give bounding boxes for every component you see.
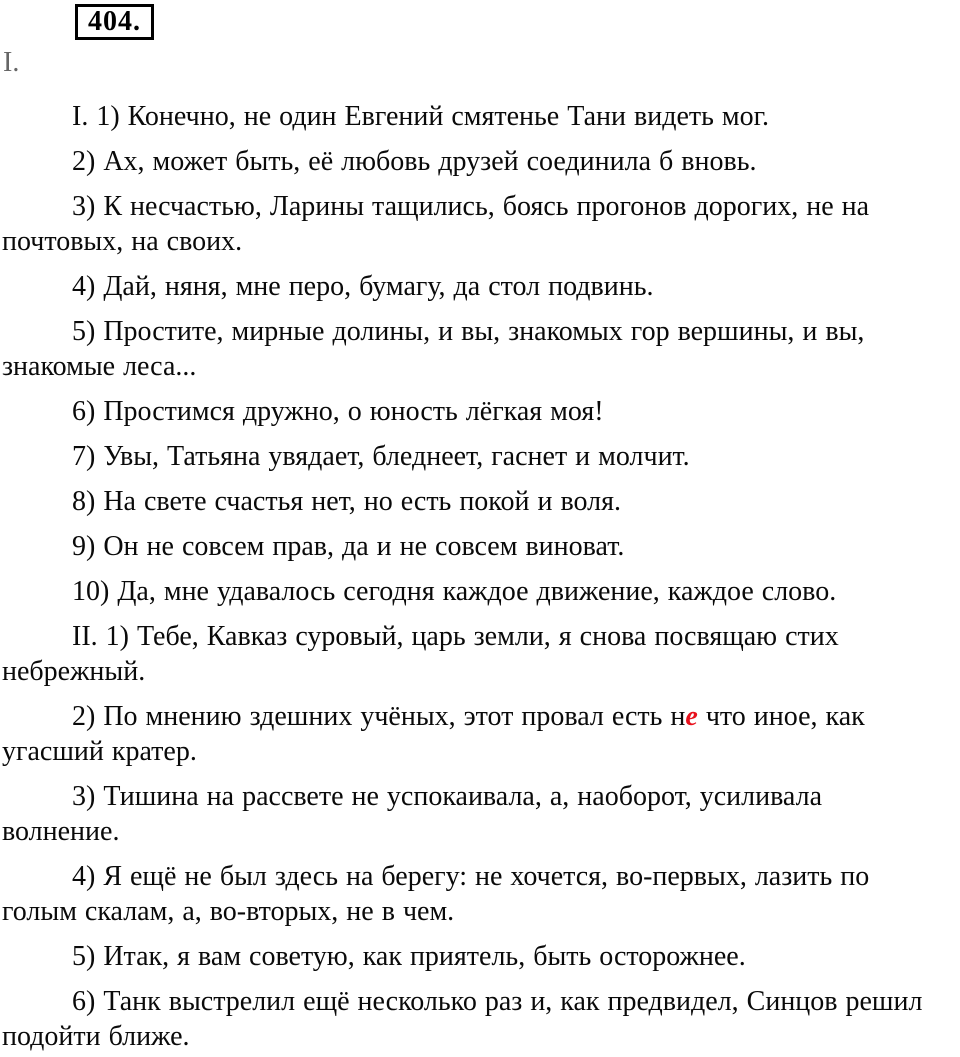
exercise-number-box (75, 4, 154, 40)
sentence-ii-3: 3) Тишина на рассвете не успокаивала, а, наоборот, усиливала волнение. (2, 781, 822, 847)
sentence-ii-6: 6) Танк выстрелил ещё несколько раз и, как предвидел, Синцов решил подойти ближе. (2, 986, 923, 1052)
sentence-i-7: 7) Увы, Татьяна увядает, бледнеет, гаснет и молчит. (72, 441, 690, 472)
sentence-i-4: 4) Дай, няня, мне перо, бумагу, да стол подвинь. (72, 271, 654, 302)
exercise-text (2, 99, 940, 1057)
sentence-i-1: I. 1) Конечно, не один Евгений смятенье Тани видеть мог. (72, 101, 769, 132)
sentence-i-9: 9) Он не совсем прав, да и не совсем виноват. (72, 531, 625, 562)
emphasized-letter: е (685, 701, 698, 732)
sentence-ii-2-after: что иное, как угасший кратер. (2, 701, 865, 767)
sentence-ii-4: 4) Я ещё не был здесь на берегу: не хочется, во-первых, лазить по голым скалам, а, во-вторых, не в чем. (2, 861, 870, 927)
sentence-i-8: 8) На свете счастья нет, но есть покой и воля. (72, 486, 621, 517)
exercise-number: 404. (88, 6, 141, 37)
margin-roman-numeral: I. (3, 47, 20, 78)
sentence-i-6: 6) Простимся дружно, о юность лёгкая моя! (72, 396, 604, 427)
sentence-ii-1: II. 1) Тебе, Кавказ суровый, царь земли, я снова посвящаю стих небрежный. (2, 621, 839, 687)
sentence-ii-2-before: 2) По мнению здешних учёных, этот провал есть н (72, 701, 686, 732)
sentence-i-10: 10) Да, мне удавалось сегодня каждое движение, каждое слово. (72, 576, 837, 607)
sentence-ii-5: 5) Итак, я вам советую, как приятель, быть осторожнее. (72, 941, 746, 972)
sentence-i-5: 5) Простите, мирные долины, и вы, знакомых гор вершины, и вы, знакомые леса... (2, 316, 865, 382)
sentence-i-2: 2) Ах, может быть, её любовь друзей соединила б вновь. (72, 146, 757, 177)
sentence-i-3: 3) К несчастью, Ларины тащились, боясь прогонов дорогих, не на почтовых, на своих. (2, 191, 870, 257)
sentence-ii-2 (2, 699, 940, 769)
